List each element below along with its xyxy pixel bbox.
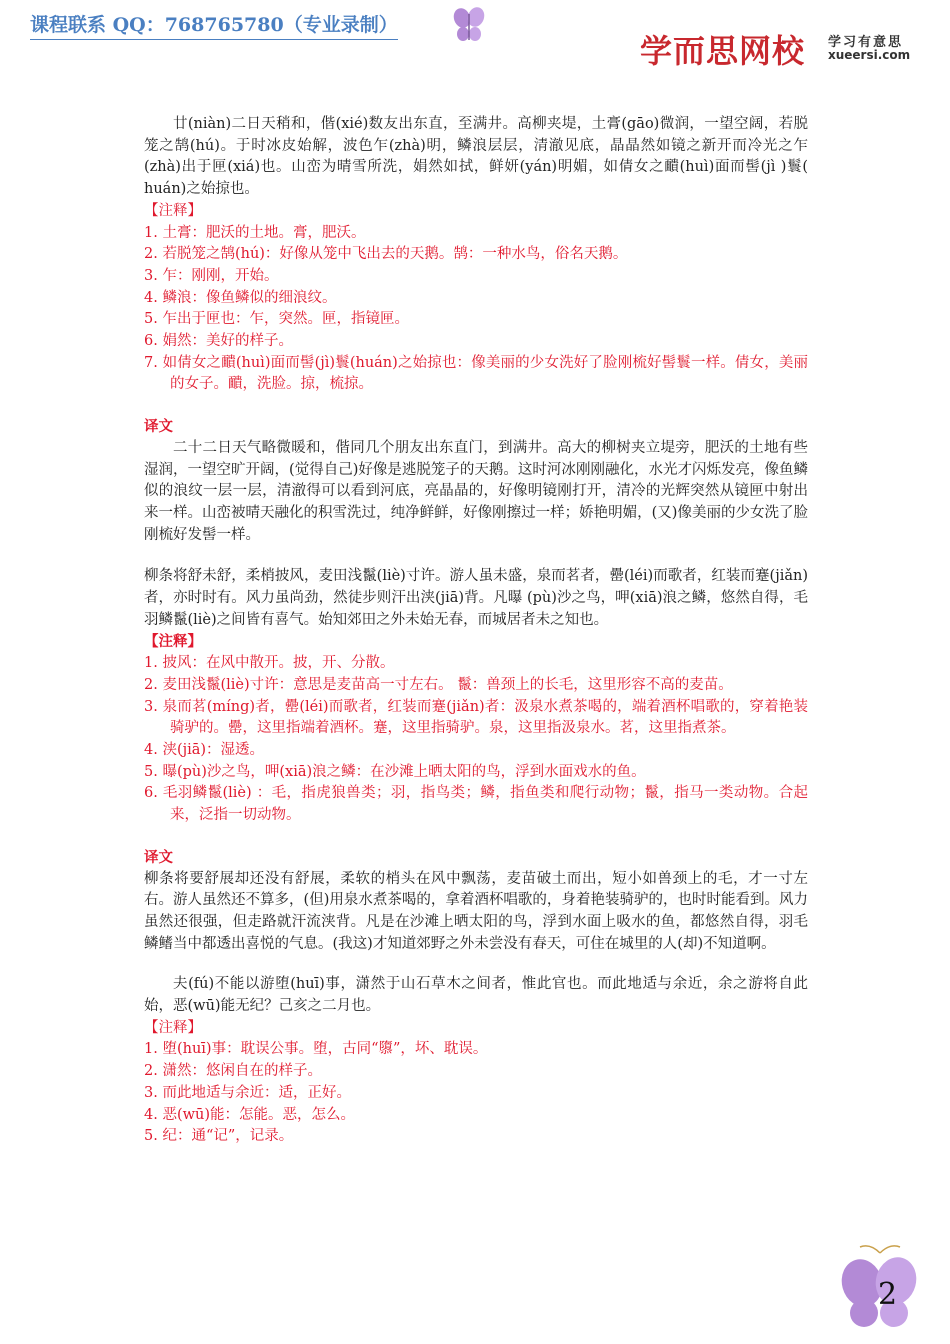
note-item: 3. 而此地适与余近：适，正好。	[144, 1084, 351, 1101]
contact-header: 课程联系 QQ：768765780（专业录制）	[30, 10, 398, 40]
note-item: 1. 披风：在风中散开。披，开、分散。	[144, 655, 395, 672]
translation-heading-2: 译文	[144, 848, 173, 866]
logo-main-text: 学而思网校	[640, 32, 806, 70]
notes-heading-2: 【注释】	[144, 633, 202, 651]
note-item: 4. 恶(wū)能：怎能。恶，怎么。	[144, 1106, 356, 1123]
original-text-2: 柳条将舒未舒，柔梢披风，麦田浅鬣(liè)寸许。游人虽未盛，泉而茗者，罍(léi)而歌者，红装而蹇(jiǎn)者，亦时时有。风力虽尚劲，然徒步则汗出浃(jiā)背。凡曝 (pù)沙之鸟，呷(xiā)浪之鳞，悠然自得，毛羽鳞鬣(liè)之间皆有喜气。始知郊田之外未始无春，而城居者未之知也。	[144, 568, 808, 628]
notes-heading-3: 【注释】	[144, 1019, 202, 1036]
logo-tagline: 学习有意思	[828, 35, 904, 50]
note-item: 7. 如倩女之靧(huì)面而髻(jì)鬟(huán)之始掠也：像美丽的少女洗好了脸刚梳好髻鬟一样。倩女，美丽的女子。靧，洗脸。掠，梳掠。	[144, 354, 808, 393]
note-item: 2. 潇然：悠闲自在的样子。	[144, 1063, 322, 1080]
note-item: 1. 土膏：肥沃的土地。膏，肥沃。	[144, 224, 366, 241]
page-number-badge	[840, 1243, 920, 1333]
translation-text-1: 二十二日天气略微暖和，偕同几个朋友出东直门，到满井。高大的柳树夹立堤旁，肥沃的土地有些湿润，一望空旷开阔，(觉得自己)好像是逃脱笼子的天鹅。这时河冰刚刚融化，水光才闪烁发亮，像鱼鳞似的浪纹一层一层，清澈得可以看到河底，亮晶晶的，好像明镜刚打开，清冷的光辉突然从镜匣中射出来一样。山峦被晴天融化的积雪洗过，纯净鲜鲜，好像刚擦过一样；娇艳明媚，(又)像美丽的少女洗了脸刚梳好发髻一样。	[144, 439, 808, 543]
xueersi-logo	[640, 26, 930, 70]
note-item: 5. 曝(pù)沙之鸟，呷(xiā)浪之鳞：在沙滩上晒太阳的鸟，浮到水面戏水的鱼。	[144, 763, 646, 780]
note-item: 2. 若脱笼之鹄(hú)：好像从笼中飞出去的天鹅。鹄：一种水鸟，俗名天鹅。	[144, 246, 628, 263]
translation-heading-1: 译文	[144, 418, 173, 436]
notes-heading-1: 【注释】	[144, 202, 202, 219]
note-item: 3. 乍：刚刚，开始。	[144, 267, 279, 284]
original-text-3: 夫(fú)不能以游堕(huī)事，潇然于山石草木之间者，惟此官也。而此地适与余近，余之游将自此始，恶(wū)能无纪？己亥之二月也。	[144, 976, 808, 1015]
note-item: 6. 娟然：美好的样子。	[144, 333, 293, 350]
note-item: 1. 堕(huī)事：耽误公事。堕，古同“隳”，坏、耽误。	[144, 1041, 488, 1058]
note-item: 4. 鳞浪：像鱼鳞似的细浪纹。	[144, 289, 337, 306]
document-body	[144, 114, 808, 1148]
note-item: 6. 毛羽鳞鬣(liè) ：毛，指虎狼兽类；羽，指鸟类；鳞，指鱼类和爬行动物；鬣，指马一类动物。合起来，泛指一切动物。	[144, 785, 808, 824]
note-item: 2. 麦田浅鬣(liè)寸许：意思是麦苗高一寸左右。 鬣：兽颈上的长毛，这里形容不高的麦苗。	[144, 676, 733, 693]
note-item: 3. 泉而茗(míng)者，罍(léi)而歌者，红装而蹇(jiǎn)者：汲泉水煮茶喝的，端着酒杯唱歌的，穿着艳装骑驴的。罍，这里指端着酒杯。蹇，这里指骑驴。泉，这里指汲泉水。茗，这里指煮茶。	[144, 698, 808, 737]
page-number: 2	[878, 1277, 898, 1312]
original-text-1: 廿(niàn)二日天稍和，偕(xié)数友出东直，至满井。高柳夹堤，土膏(gāo)微润，一望空阔，若脱笼之鹄(hú)。于时冰皮始解，波色乍(zhà)明，鳞浪层层，清澈见底，晶晶然如镜之新开而冷光之乍(zhà)出于匣(xiá)也。山峦为晴雪所洗，娟然如拭，鲜妍(yán)明媚，如倩女之靧(huì)面而髻(jì )鬟( huán)之始掠也。	[144, 116, 808, 198]
note-item: 4. 浃(jiā)：湿透。	[144, 741, 265, 758]
logo-url: xueersi.com	[828, 48, 911, 62]
butterfly-icon	[452, 4, 486, 48]
note-item: 5. 乍出于匣也：乍，突然。匣，指镜匣。	[144, 311, 409, 328]
translation-text-2: 柳条将要舒展却还没有舒展，柔软的梢头在风中飘荡，麦苗破土而出，短小如兽颈上的毛，才一寸左右。游人虽然还不算多，(但)用泉水煮茶喝的，拿着酒杯唱歌的，身着艳装骑驴的，也时时能看到。风力虽然还很强，但走路就汗流浃背。凡是在沙滩上晒太阳的鸟，浮到水面上吸水的鱼，都悠然自得，羽毛鳞鳍当中都透出喜悦的气息。(我这)才知道郊野之外未尝没有春天，可住在城里的人(却)不知道啊。	[144, 870, 808, 952]
note-item: 5. 纪：通“记”，记录。	[144, 1128, 294, 1145]
